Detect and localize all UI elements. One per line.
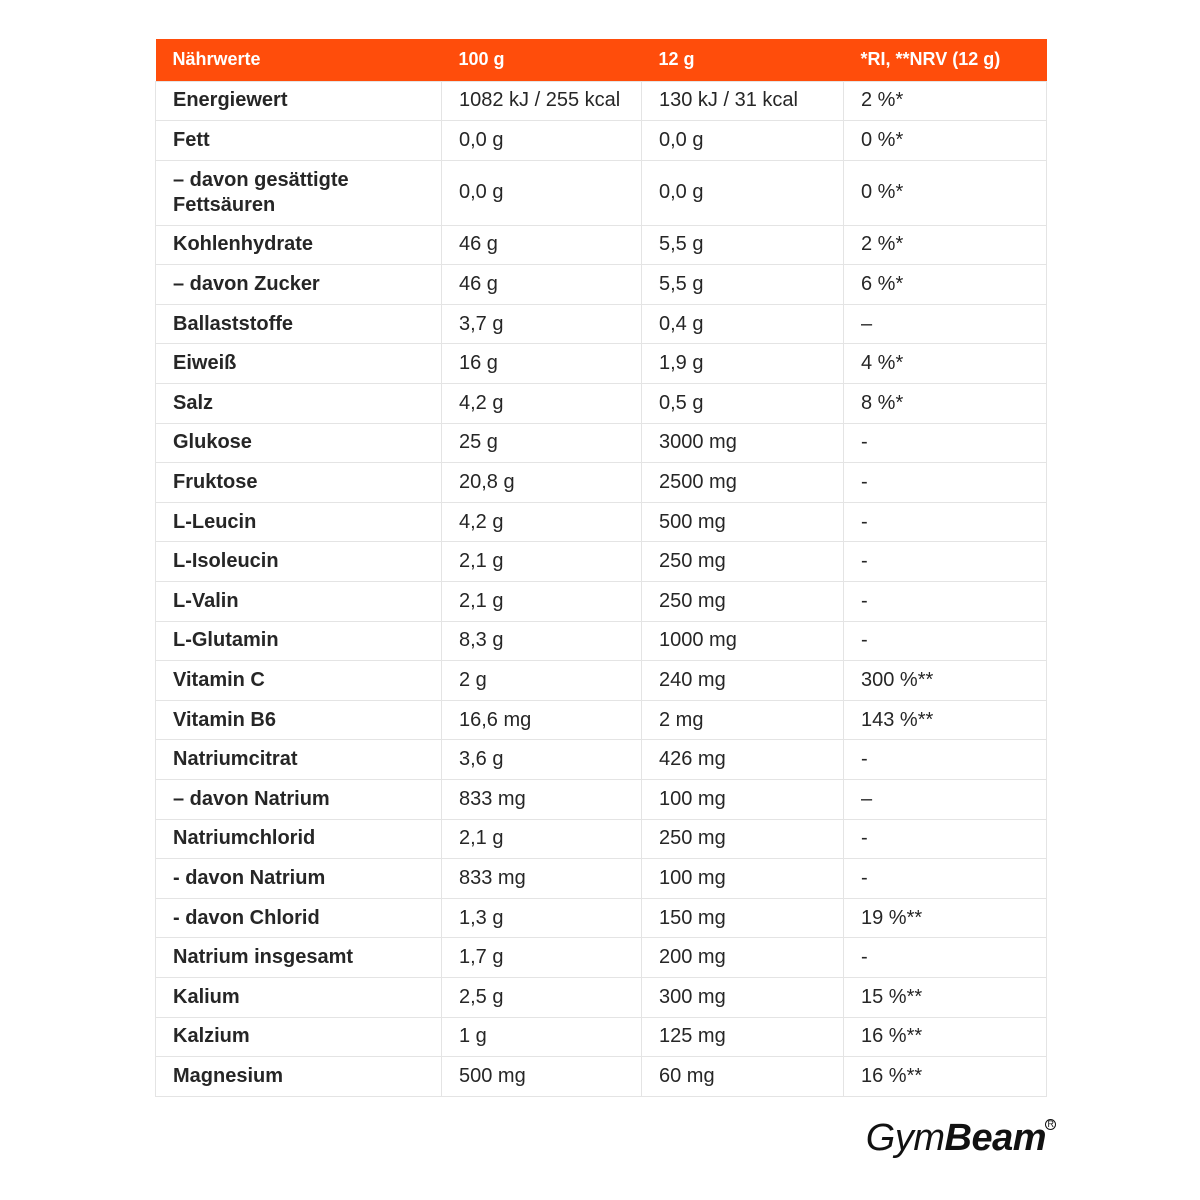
cell-per-100g: 1082 kJ / 255 kcal [442,81,642,121]
registered-mark-icon: R [1045,1119,1056,1130]
cell-per-100g: 20,8 g [442,463,642,503]
cell-per-100g: 16 g [442,344,642,384]
cell-per-100g: 2,1 g [442,582,642,622]
table-row [156,780,1047,820]
cell-per-100g: 2,5 g [442,977,642,1017]
nutrition-table-container [155,39,1046,1097]
cell-per-100g: 4,2 g [442,384,642,424]
table-row [156,344,1047,384]
cell-ri-nrv: 0 %* [844,121,1047,161]
cell-nutrient: - davon Chlorid [156,898,442,938]
gymbeam-logo [865,1117,1054,1160]
table-row [156,304,1047,344]
cell-nutrient: Kalium [156,977,442,1017]
cell-per-100g: 46 g [442,265,642,305]
table-row [156,859,1047,899]
table-row [156,819,1047,859]
table-row [156,898,1047,938]
cell-per-12g: 150 mg [642,898,844,938]
cell-per-12g: 1,9 g [642,344,844,384]
table-row [156,81,1047,121]
cell-per-12g: 0,0 g [642,160,844,225]
cell-nutrient: Natriumcitrat [156,740,442,780]
cell-per-12g: 250 mg [642,819,844,859]
cell-per-12g: 500 mg [642,502,844,542]
table-row [156,265,1047,305]
cell-per-100g: 500 mg [442,1057,642,1097]
cell-ri-nrv: - [844,423,1047,463]
cell-nutrient: L-Valin [156,582,442,622]
cell-nutrient: – davon Zucker [156,265,442,305]
cell-per-100g: 833 mg [442,780,642,820]
cell-per-100g: 3,6 g [442,740,642,780]
cell-per-100g: 1 g [442,1017,642,1057]
table-row [156,1017,1047,1057]
table-row [156,977,1047,1017]
table-body [156,81,1047,1096]
cell-nutrient: L-Leucin [156,502,442,542]
cell-nutrient: - davon Natrium [156,859,442,899]
cell-ri-nrv: 300 %** [844,661,1047,701]
cell-ri-nrv: - [844,819,1047,859]
cell-per-100g: 2,1 g [442,819,642,859]
cell-nutrient: Vitamin B6 [156,700,442,740]
cell-nutrient: L-Isoleucin [156,542,442,582]
cell-per-100g: 8,3 g [442,621,642,661]
cell-per-12g: 300 mg [642,977,844,1017]
cell-per-100g: 25 g [442,423,642,463]
cell-ri-nrv: 8 %* [844,384,1047,424]
cell-per-100g: 3,7 g [442,304,642,344]
cell-ri-nrv: – [844,780,1047,820]
cell-nutrient: Salz [156,384,442,424]
cell-per-100g: 16,6 mg [442,700,642,740]
table-row [156,384,1047,424]
cell-ri-nrv: 16 %** [844,1017,1047,1057]
header-per-100g: 100 g [442,39,642,81]
cell-per-12g: 200 mg [642,938,844,978]
cell-per-100g: 0,0 g [442,160,642,225]
cell-per-12g: 1000 mg [642,621,844,661]
cell-per-100g: 1,7 g [442,938,642,978]
table-row [156,502,1047,542]
cell-per-12g: 3000 mg [642,423,844,463]
cell-per-12g: 0,0 g [642,121,844,161]
header-ri-nrv: *RI, **NRV (12 g) [844,39,1047,81]
cell-ri-nrv: 0 %* [844,160,1047,225]
cell-per-100g: 1,3 g [442,898,642,938]
cell-ri-nrv: 6 %* [844,265,1047,305]
cell-ri-nrv: 2 %* [844,81,1047,121]
cell-per-12g: 250 mg [642,542,844,582]
cell-ri-nrv: - [844,859,1047,899]
cell-nutrient: Fruktose [156,463,442,503]
cell-ri-nrv: - [844,542,1047,582]
table-row [156,160,1047,225]
cell-ri-nrv: – [844,304,1047,344]
cell-ri-nrv: 143 %** [844,700,1047,740]
cell-nutrient: L-Glutamin [156,621,442,661]
cell-per-12g: 250 mg [642,582,844,622]
table-row [156,1057,1047,1097]
cell-per-12g: 0,5 g [642,384,844,424]
cell-per-100g: 4,2 g [442,502,642,542]
logo-text-regular: Gym [865,1117,945,1159]
cell-nutrient: Eiweiß [156,344,442,384]
table-row [156,740,1047,780]
cell-nutrient: Kalzium [156,1017,442,1057]
table-row [156,225,1047,265]
cell-ri-nrv: - [844,463,1047,503]
header-row [156,39,1047,81]
cell-per-12g: 130 kJ / 31 kcal [642,81,844,121]
table-row [156,661,1047,701]
cell-ri-nrv: - [844,740,1047,780]
cell-nutrient: – davon gesättigte Fettsäuren [156,160,442,225]
cell-per-100g: 46 g [442,225,642,265]
cell-per-100g: 2,1 g [442,542,642,582]
cell-ri-nrv: - [844,621,1047,661]
header-nutrients: Nährwerte [156,39,442,81]
cell-ri-nrv: 15 %** [844,977,1047,1017]
cell-ri-nrv: 2 %* [844,225,1047,265]
cell-per-100g: 0,0 g [442,121,642,161]
table-row [156,121,1047,161]
cell-nutrient: Fett [156,121,442,161]
cell-per-12g: 125 mg [642,1017,844,1057]
cell-per-12g: 5,5 g [642,225,844,265]
cell-ri-nrv: 19 %** [844,898,1047,938]
cell-nutrient: Energiewert [156,81,442,121]
cell-ri-nrv: 4 %* [844,344,1047,384]
table-row [156,423,1047,463]
cell-nutrient: Glukose [156,423,442,463]
cell-per-12g: 426 mg [642,740,844,780]
cell-ri-nrv: 16 %** [844,1057,1047,1097]
nutrition-table [155,39,1047,1097]
cell-nutrient: Kohlenhydrate [156,225,442,265]
cell-per-12g: 60 mg [642,1057,844,1097]
cell-per-12g: 2500 mg [642,463,844,503]
cell-nutrient: Magnesium [156,1057,442,1097]
cell-nutrient: Ballaststoffe [156,304,442,344]
logo-text-bold: Beam [944,1117,1046,1159]
cell-nutrient: Natriumchlorid [156,819,442,859]
cell-ri-nrv: - [844,582,1047,622]
cell-ri-nrv: - [844,502,1047,542]
cell-nutrient: – davon Natrium [156,780,442,820]
table-row [156,463,1047,503]
cell-per-12g: 100 mg [642,780,844,820]
table-row [156,582,1047,622]
cell-per-12g: 100 mg [642,859,844,899]
table-row [156,621,1047,661]
table-row [156,938,1047,978]
header-per-12g: 12 g [642,39,844,81]
cell-per-100g: 2 g [442,661,642,701]
table-row [156,542,1047,582]
cell-ri-nrv: - [844,938,1047,978]
cell-per-12g: 2 mg [642,700,844,740]
cell-per-12g: 5,5 g [642,265,844,305]
table-row [156,700,1047,740]
cell-nutrient: Natrium insgesamt [156,938,442,978]
cell-per-100g: 833 mg [442,859,642,899]
cell-per-12g: 0,4 g [642,304,844,344]
cell-per-12g: 240 mg [642,661,844,701]
table-header [156,39,1047,81]
cell-nutrient: Vitamin C [156,661,442,701]
